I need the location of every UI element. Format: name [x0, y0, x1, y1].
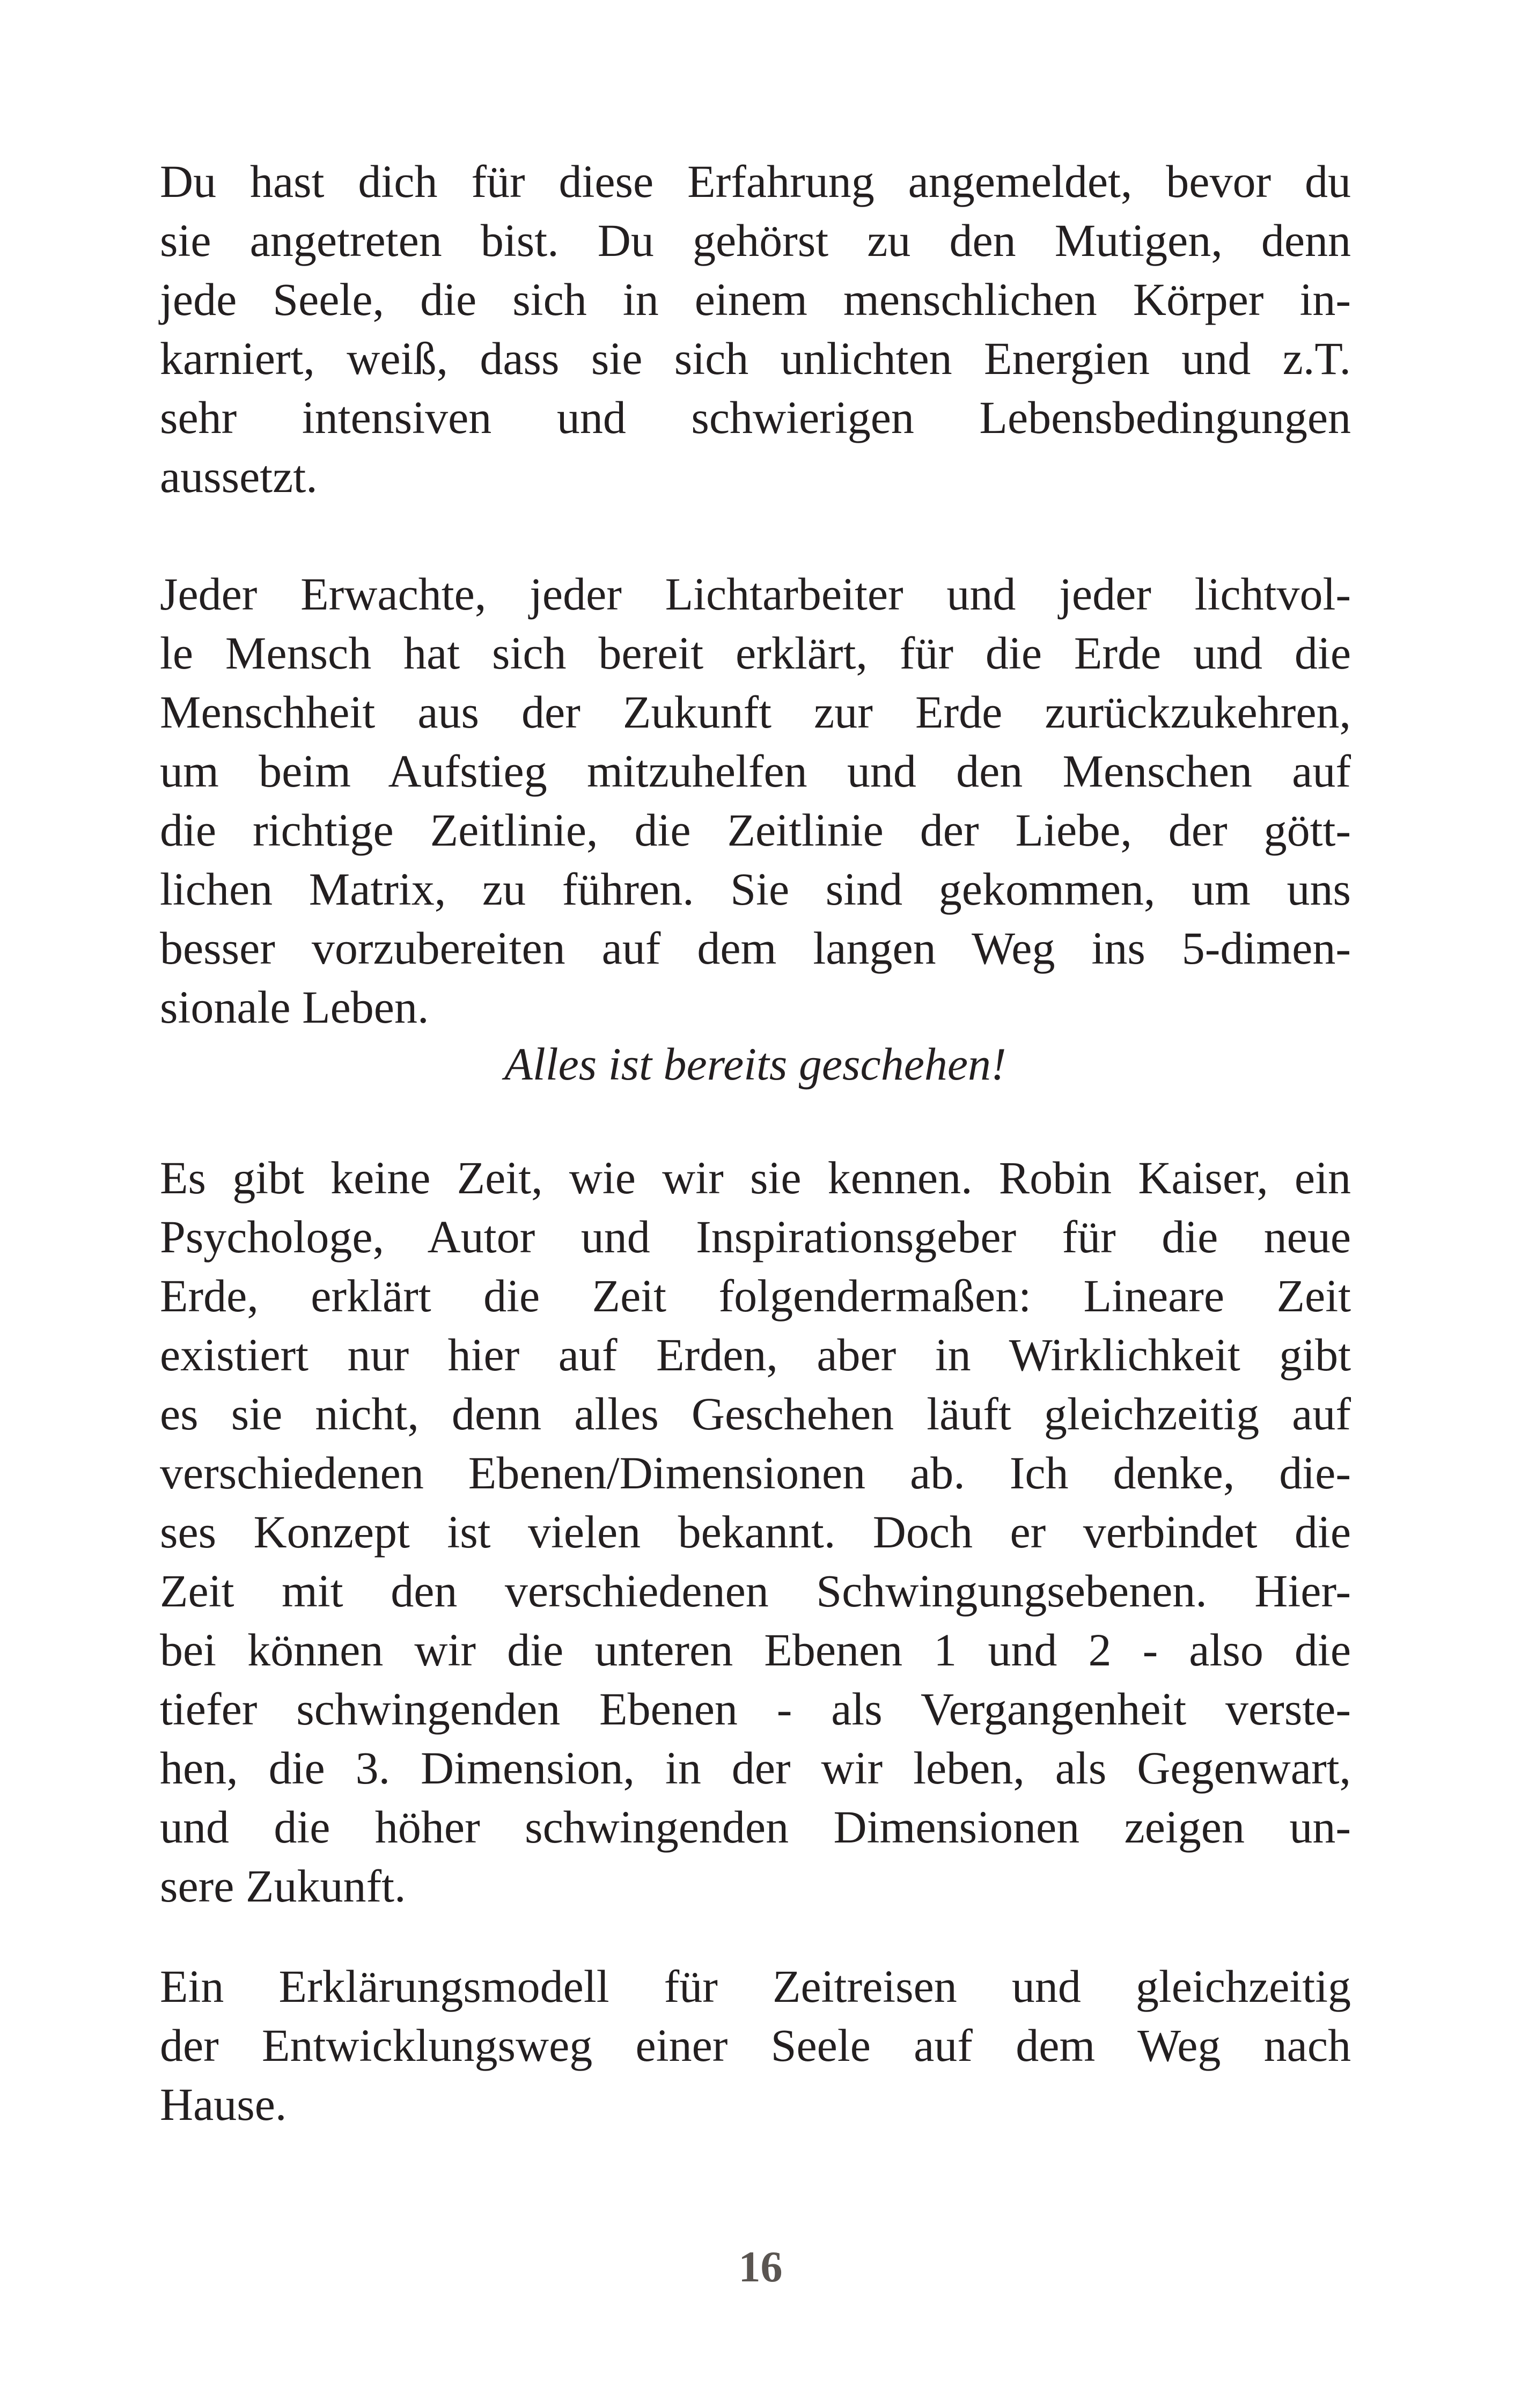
paragraph-1	[160, 152, 1351, 506]
text-line: karniert, weiß, dass sie sich unlichten Energien und z.T.	[160, 333, 1351, 384]
text-line: Menschheit aus der Zukunft zur Erde zurückzukehren,	[160, 686, 1351, 738]
text-line: Du hast dich für diese Erfahrung angemeldet, bevor du	[160, 156, 1351, 207]
text-line: um beim Aufstieg mitzuhelfen und den Menschen auf	[160, 745, 1351, 797]
text-line: aussetzt.	[160, 451, 318, 502]
text-line: sere Zukunft.	[160, 1860, 406, 1912]
page-number: 16	[738, 2242, 783, 2291]
text-line: verschiedenen Ebenen/Dimensionen ab. Ich denke, die-	[160, 1447, 1351, 1499]
text-line: und die höher schwingenden Dimensionen zeigen un-	[160, 1801, 1351, 1853]
text-line: besser vorzubereiten auf dem langen Weg ins 5-dimen-	[160, 922, 1351, 974]
text-line: Erde, erklärt die Zeit folgendermaßen: Lineare Zeit	[160, 1270, 1351, 1322]
text-line: es sie nicht, denn alles Geschehen läuft gleichzeitig auf	[160, 1388, 1351, 1440]
paragraph-3	[160, 1148, 1351, 1915]
text-line: Ein Erklärungsmodell für Zeitreisen und gleichzeitig	[160, 1961, 1351, 2012]
text-line: le Mensch hat sich bereit erklärt, für die Erde und die	[160, 627, 1351, 679]
italic-quote: Alles ist bereits geschehen!	[504, 1038, 1006, 1090]
text-line: Hause.	[160, 2079, 287, 2130]
text-line: der Entwicklungsweg einer Seele auf dem Weg nach	[160, 2020, 1351, 2071]
text-line: lichen Matrix, zu führen. Sie sind gekommen, um uns	[160, 863, 1351, 915]
text-line: tiefer schwingenden Ebenen - als Vergangenheit verste-	[160, 1683, 1351, 1735]
text-line: die richtige Zeitlinie, die Zeitlinie der Liebe, der gött-	[160, 804, 1351, 856]
paragraph-2	[160, 564, 1351, 1037]
text-line: sie angetreten bist. Du gehörst zu den Mutigen, denn	[160, 215, 1351, 266]
text-line: ses Konzept ist vielen bekannt. Doch er verbindet die	[160, 1506, 1351, 1558]
text-line: jede Seele, die sich in einem menschlichen Körper in-	[160, 274, 1351, 325]
text-line: sionale Leben.	[160, 981, 429, 1033]
paragraph-4	[160, 1957, 1351, 2134]
text-line: sehr intensiven und schwierigen Lebensbedingungen	[160, 392, 1351, 443]
text-line: Jeder Erwachte, jeder Lichtarbeiter und jeder lichtvol-	[160, 568, 1351, 620]
text-line: existiert nur hier auf Erden, aber in Wirklichkeit gibt	[160, 1329, 1351, 1381]
text-line: hen, die 3. Dimension, in der wir leben, als Gegenwart,	[160, 1742, 1351, 1794]
text-line: Zeit mit den verschiedenen Schwingungsebenen. Hier-	[160, 1565, 1351, 1617]
text-line: Psychologe, Autor und Inspirationsgeber für die neue	[160, 1211, 1351, 1262]
text-line: bei können wir die unteren Ebenen 1 und 2 - also die	[160, 1624, 1351, 1676]
text-line: Es gibt keine Zeit, wie wir sie kennen. Robin Kaiser, ein	[160, 1152, 1351, 1203]
